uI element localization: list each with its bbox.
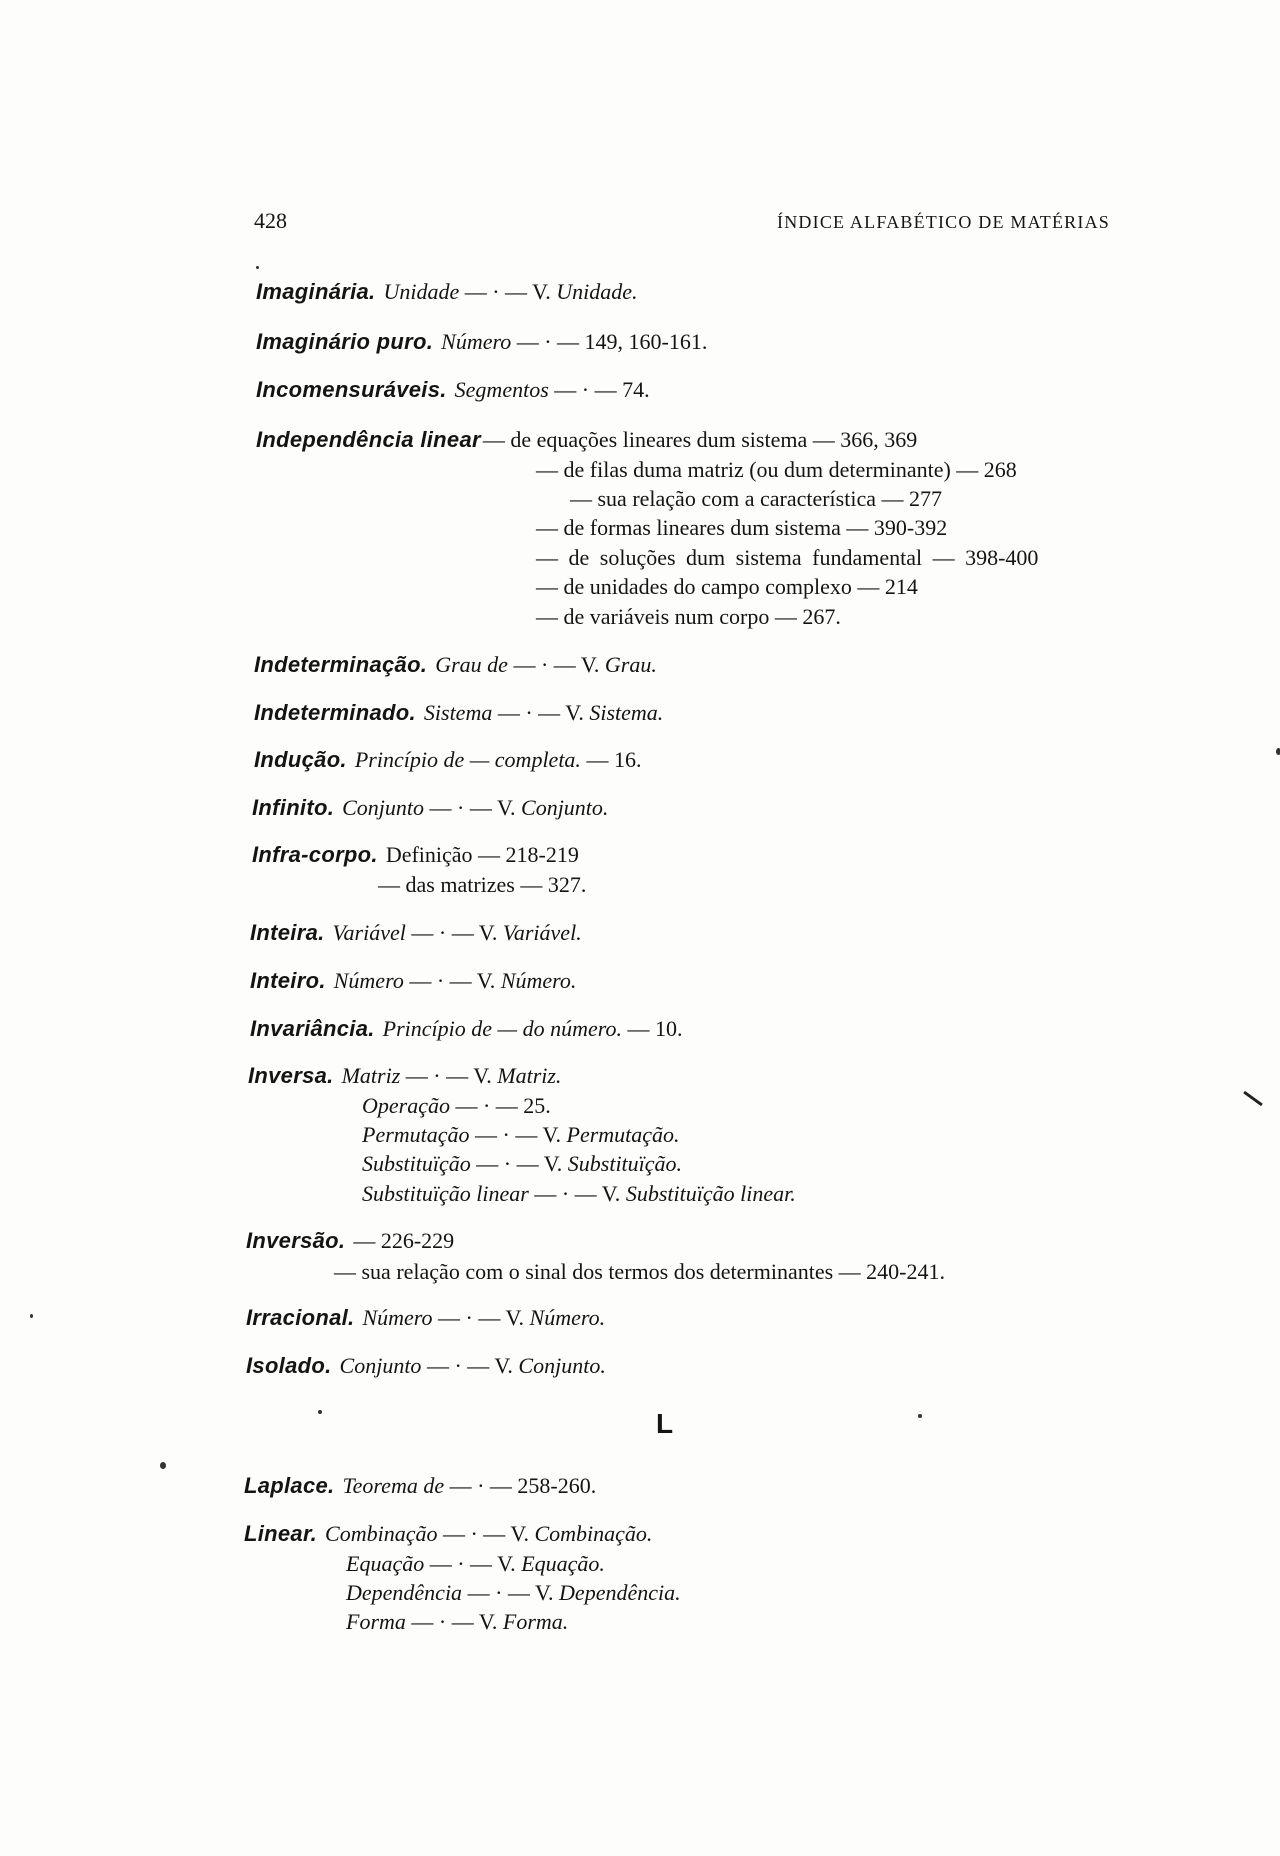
sub-line: — sua relação com o sinal dos termos dos determinantes — 240-241. bbox=[334, 1259, 945, 1284]
scan-speck bbox=[30, 1314, 33, 1318]
sub-line: — de equações lineares dum sistema — 366, 369 bbox=[482, 427, 918, 452]
index-entry: Imaginária. Unidade — · — V. Unidade. bbox=[256, 279, 638, 304]
sub-line: Dependência — · — V. Dependência. bbox=[346, 1580, 681, 1605]
entry-heading: Inversa. bbox=[248, 1063, 334, 1088]
entry-heading: Inversão. bbox=[246, 1228, 346, 1253]
entry-heading: Imaginário puro. bbox=[256, 329, 434, 354]
sub-line: — sua relação com a característica — 277 bbox=[570, 486, 942, 511]
entry-heading: Infinito. bbox=[252, 795, 335, 820]
sub-line: Equação — · — V. Equação. bbox=[346, 1551, 605, 1576]
page-header bbox=[254, 208, 1110, 242]
scan-speck bbox=[1276, 748, 1280, 755]
scan-speck bbox=[318, 1410, 322, 1414]
sub-line: — de filas duma matriz (ou dum determinante) — 268 bbox=[536, 457, 1017, 482]
page-number: 428 bbox=[254, 208, 287, 233]
entry-heading: Inteira. bbox=[250, 920, 325, 945]
letter-section-heading: L bbox=[656, 1408, 674, 1439]
index-entry: Inteiro. Número — · — V. Número. bbox=[250, 968, 577, 993]
index-entry: Laplace. Teorema de — · — 258-260. bbox=[244, 1473, 597, 1498]
index-entry: Invariância. Princípio de — do número. — 10. bbox=[250, 1016, 683, 1041]
entry-heading: Irracional. bbox=[246, 1305, 355, 1330]
entry-heading: Independência linear bbox=[256, 427, 481, 452]
index-entry: Isolado. Conjunto — · — V. Conjunto. bbox=[246, 1353, 606, 1378]
index-entry: Inteira. Variável — · — V. Variável. bbox=[250, 920, 582, 945]
index-entry: Indeterminado. Sistema — · — V. Sistema. bbox=[254, 700, 664, 725]
sub-line: Substituïção linear — · — V. Substituïção linear. bbox=[362, 1181, 796, 1206]
entry-heading: Infra-corpo. bbox=[252, 842, 378, 867]
sub-line: Forma — · — V. Forma. bbox=[346, 1609, 569, 1634]
entry-heading: Indução. bbox=[254, 747, 347, 772]
sub-line: Operação — · — 25. bbox=[362, 1093, 551, 1118]
sub-line: — de variáveis num corpo — 267. bbox=[536, 604, 841, 629]
entry-heading: Indeterminação. bbox=[254, 652, 428, 677]
index-page: 428 ÍNDICE ALFABÉTICO DE MATÉRIAS Imaginária. Unidade — · — V. Unidade. Imaginário puro. Número — · — 149, 160-161. Incomensuráveis. Segmentos — · — 74. Independência linear— de equações lineares dum sistema — 366, 369 — de filas duma matriz (ou dum determinante) — 268 — sua relação com a característica — 277 — de formas lineares dum sistema — 390-392 — de soluções dum sistema fundamental — 398-400 — de unidades do campo complexo — 214 — de variáveis num corpo — 267. Indeterminação. Grau de — · — V. Grau. Indeterminado. Sistema — · — V. Sistema. Indução. Princípio de — completa. — 16. Infinito. Conjunto — · — V. Conjunto. Infra-corpo. Definição — 218-219 — das matrizes — 327. Inteira. Variável — · — V. Variável. Inteiro. Número — · — V. Número. Invariância. Princípio de — do número. — 10. Inversa. Matriz — · — V. Matriz. Operação — · — 25. Permutação — · — V. Permutação. Substituïção — · — V. Substituïção. Substituïção linear — · — V. Substituïção linear. Inversão. — 226-229 — sua relação com o sinal dos termos dos determinantes — 240-241. Irracional. Número — · — V. Número. Isolado. Conjunto — · — V. Conjunto. Laplace. Teorema de — · — 258-260. Linear. Combinação — · — V. Combinação. Equação — · — V. Equação. Dependência — · — V. Dependência. Forma — · — V. Forma. L bbox=[0, 0, 1280, 1856]
sub-line: — de formas lineares dum sistema — 390-392 bbox=[536, 515, 948, 540]
sub-line: — das matrizes — 327. bbox=[378, 872, 587, 897]
entry-heading: Incomensuráveis. bbox=[256, 377, 447, 402]
index-entry: Indução. Princípio de — completa. — 16. bbox=[254, 747, 642, 772]
entry-heading: Imaginária. bbox=[256, 279, 376, 304]
index-entry: Infinito. Conjunto — · — V. Conjunto. bbox=[252, 795, 609, 820]
entry-heading: Linear. bbox=[244, 1521, 318, 1546]
index-entry: Incomensuráveis. Segmentos — · — 74. bbox=[256, 377, 650, 402]
entry-heading: Isolado. bbox=[246, 1353, 332, 1378]
entry-heading: Laplace. bbox=[244, 1473, 335, 1498]
index-entry: Imaginário puro. Número — · — 149, 160-161. bbox=[256, 329, 708, 354]
sub-line: — de soluções dum sistema fundamental — 398-400 bbox=[536, 545, 1039, 570]
scan-mark bbox=[1243, 1091, 1263, 1106]
sub-line: Permutação — · — V. Permutação. bbox=[362, 1122, 680, 1147]
entry-heading: Invariância. bbox=[250, 1016, 375, 1041]
entry-heading: Inteiro. bbox=[250, 968, 326, 993]
scan-speck bbox=[918, 1414, 922, 1418]
index-entry: Irracional. Número — · — V. Número. bbox=[246, 1305, 606, 1330]
index-entry: Indeterminação. Grau de — · — V. Grau. bbox=[254, 652, 657, 677]
sub-line: Substituïção — · — V. Substituïção. bbox=[362, 1151, 683, 1176]
scan-speck bbox=[160, 1462, 166, 1469]
sub-line: — de unidades do campo complexo — 214 bbox=[536, 574, 918, 599]
entry-heading: Indeterminado. bbox=[254, 700, 416, 725]
scan-speck bbox=[256, 266, 259, 269]
running-title: ÍNDICE ALFABÉTICO DE MATÉRIAS bbox=[777, 212, 1110, 232]
